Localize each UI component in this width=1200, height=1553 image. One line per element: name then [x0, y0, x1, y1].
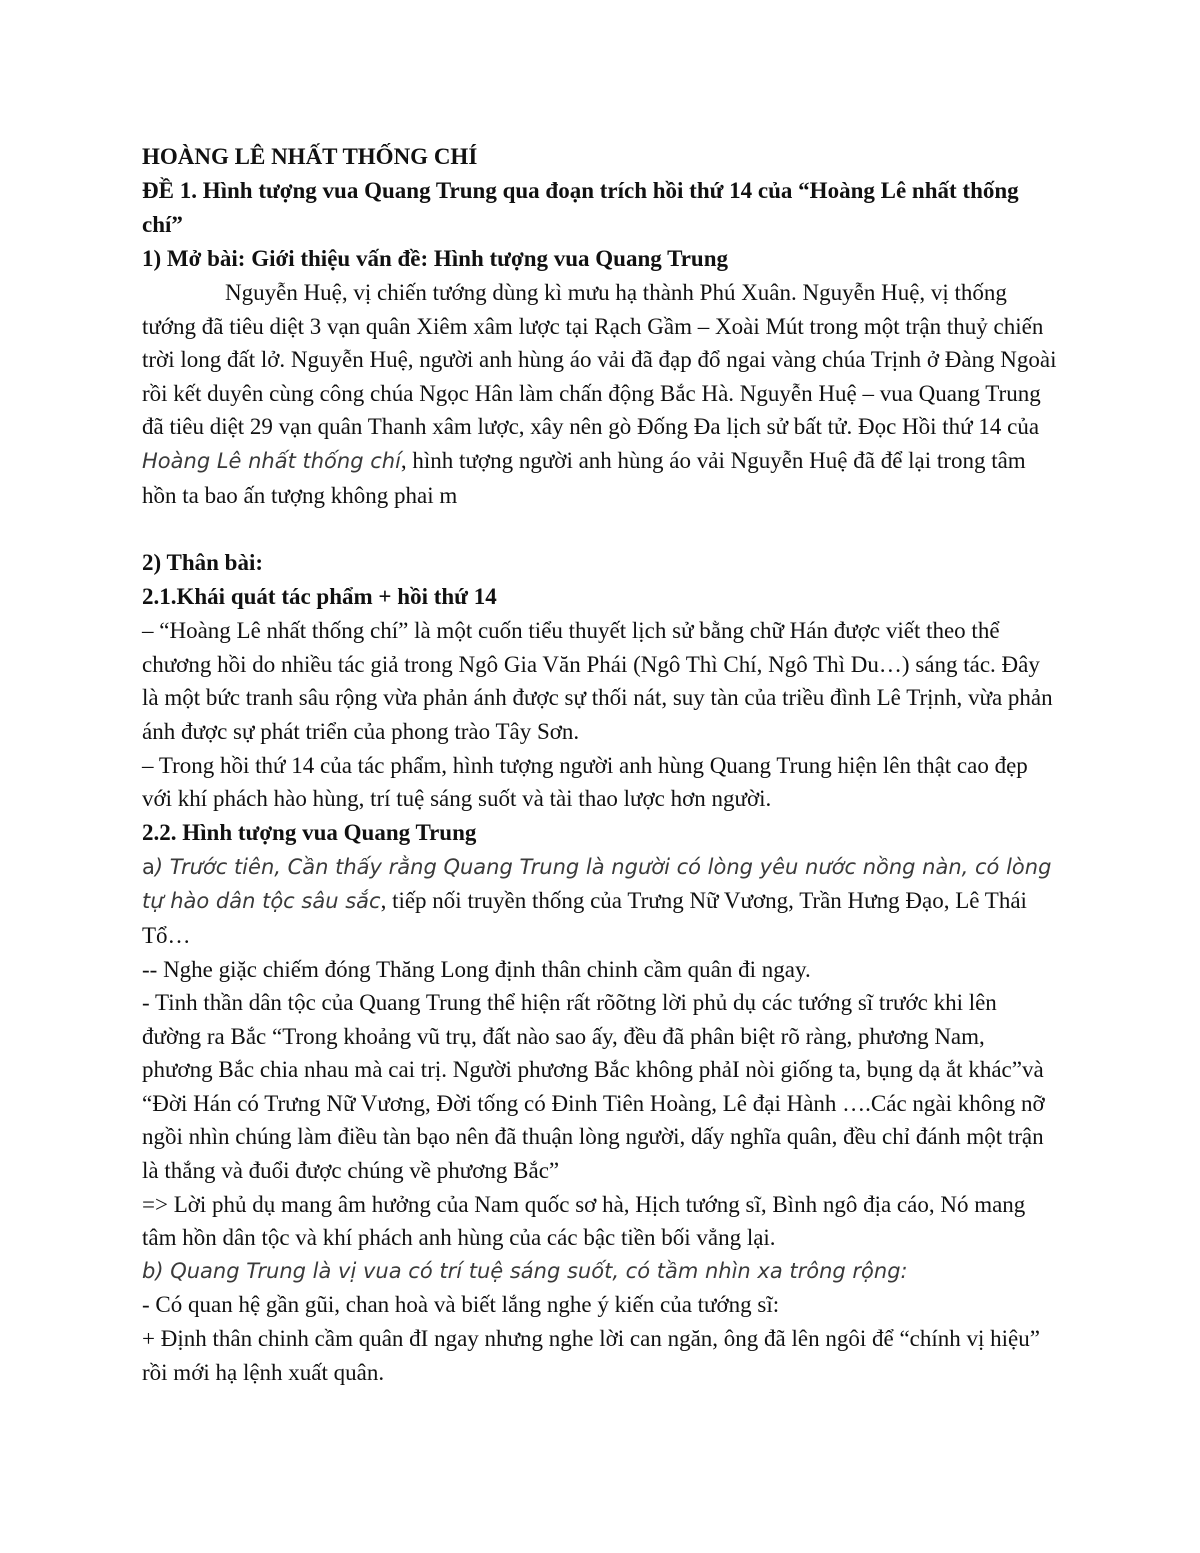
intro-text-part1: Nguyễn Huệ, vị chiến tướng dùng kì mưu hạ thành Phú Xuân. Nguyễn Huệ, vị thống tướng đã tiêu diệt 3 vạn quân Xiêm xâm lược tại Rạch Gầm – Xoài Mút trong một trận thuỷ chiến trời long đất lở. Nguyễn Huệ, người anh hùng áo vải đã đạp đổ ngai vàng chúa Trịnh ở Đàng Ngoài rồi kết duyên cùng công chúa Ngọc Hân làm chấn động Bắc Hà. Nguyễn Huệ – vua Quang Trung đã tiêu diệt 29 vạn quân Thanh xâm lược, xây nên gò Đống Đa lịch sử bất tử. Đọc Hồi thứ 14 của [142, 280, 1057, 440]
point-a-italic: ) Trước tiên, Cần thấy rằng Quang Trung là người có lòng yêu nước nồng nàn, có lòng tự hào dân tộc sâu sắc [142, 854, 1052, 914]
point-a-line-1: -- Nghe giặc chiếm đóng Thăng Long định thân chinh cầm quân đi ngay. [142, 956, 811, 982]
subsection-2-1-paragraph-1: – “Hoàng Lê nhất thống chí” là một cuốn tiểu thuyết lịch sử bằng chữ Hán được viết theo thể chương hồi do nhiều tác giả trong Ngô Gia Văn Phái (Ngô Thì Chí, Ngô Thì Du…) sáng tác. Đây là một bức tranh sâu rộng vừa phản ánh được sự thối nát, suy tàn của triều đình Lê Trịnh, vừa phản ánh được sự phát triển của phong trào Tây Sơn. [142, 618, 1053, 744]
subsection-2-1-heading: 2.1.Khái quát tác phẩm + hồi thứ 14 [142, 584, 497, 610]
point-a-paragraph [142, 850, 1060, 953]
topic-heading: ĐỀ 1. Hình tượng vua Quang Trung qua đoạn trích hồi thứ 14 của “Hoàng Lê nhất thống chí” [142, 178, 1019, 237]
section-2-heading: 2) Thân bài: [142, 550, 264, 576]
point-a-line-3: => Lời phủ dụ mang âm hưởng của Nam quốc sơ hà, Hịch tướng sĩ, Bình ngô địa cáo, Nó mang tâm hồn dân tộc và khí phách anh hùng của các bậc tiền bối vẳng lại. [142, 1191, 1026, 1251]
point-a-rest: , tiếp nối truyền thống của Trưng Nữ Vương, Trần Hưng Đạo, Lê Thái Tổ… [142, 888, 1027, 948]
subsection-2-1-paragraph-2: – Trong hồi thứ 14 của tác phẩm, hình tượng người anh hùng Quang Trung hiện lên thật cao đẹp với khí phách hào hùng, trí tuệ sáng suốt và tài thao lược hơn người. [142, 752, 1028, 812]
point-a-prefix: a [142, 854, 155, 879]
point-b-line-1: - Có quan hệ gần gũi, chan hoà và biết lắng nghe ý kiến của tướng sĩ: [142, 1292, 780, 1318]
section-1-heading: 1) Mở bài: Giới thiệu vấn đề: Hình tượng vua Quang Trung [142, 246, 729, 271]
point-b-heading: b) Quang Trung là vị vua có trí tuệ sáng suốt, có tầm nhìn xa trông rộng: [142, 1258, 908, 1283]
blank-line [142, 512, 1060, 546]
document-title: HOÀNG LÊ NHẤT THỐNG CHÍ [142, 144, 478, 169]
point-b-line-2: + Định thân chinh cầm quân đI ngay nhưng nghe lời can ngăn, ông đã lên ngôi để “chính vị hiệu” rồi mới hạ lệnh xuất quân. [142, 1326, 1040, 1385]
intro-paragraph [142, 276, 1060, 512]
subsection-2-2-heading: 2.2. Hình tượng vua Quang Trung [142, 819, 477, 845]
intro-text-part2: , hình tượng người anh hùng áo vải Nguyễn Huệ đã để lại trong tâm hồn ta bao ấn tượng không phai m [142, 447, 1026, 508]
intro-italic-work-title: Hoàng Lê nhất thống chí [142, 448, 401, 473]
point-a-line-2: - Tinh thần dân tộc của Quang Trung thể hiện rất rõõtng lời phủ dụ các tướng sĩ trước khi lên đường ra Bắc “Trong khoảng vũ trụ, đất nào sao ấy, đều đã phân biệt rõ ràng, phương Nam, phương Bắc chia nhau mà cai trị. Người phương Bắc không phảI nòi giống ta, bụng dạ ắt khác”và “Đời Hán có Trưng Nữ Vương, Đời tống có Đinh Tiên Hoàng, Lê đại Hành ….Các ngài không nỡ ngồi nhìn chúng làm điều tàn bạo nên đã thuận lòng người, dấy nghĩa quân, đều chỉ đánh một trận là thắng và đuổi được chúng về phương Bắc” [142, 990, 1045, 1184]
